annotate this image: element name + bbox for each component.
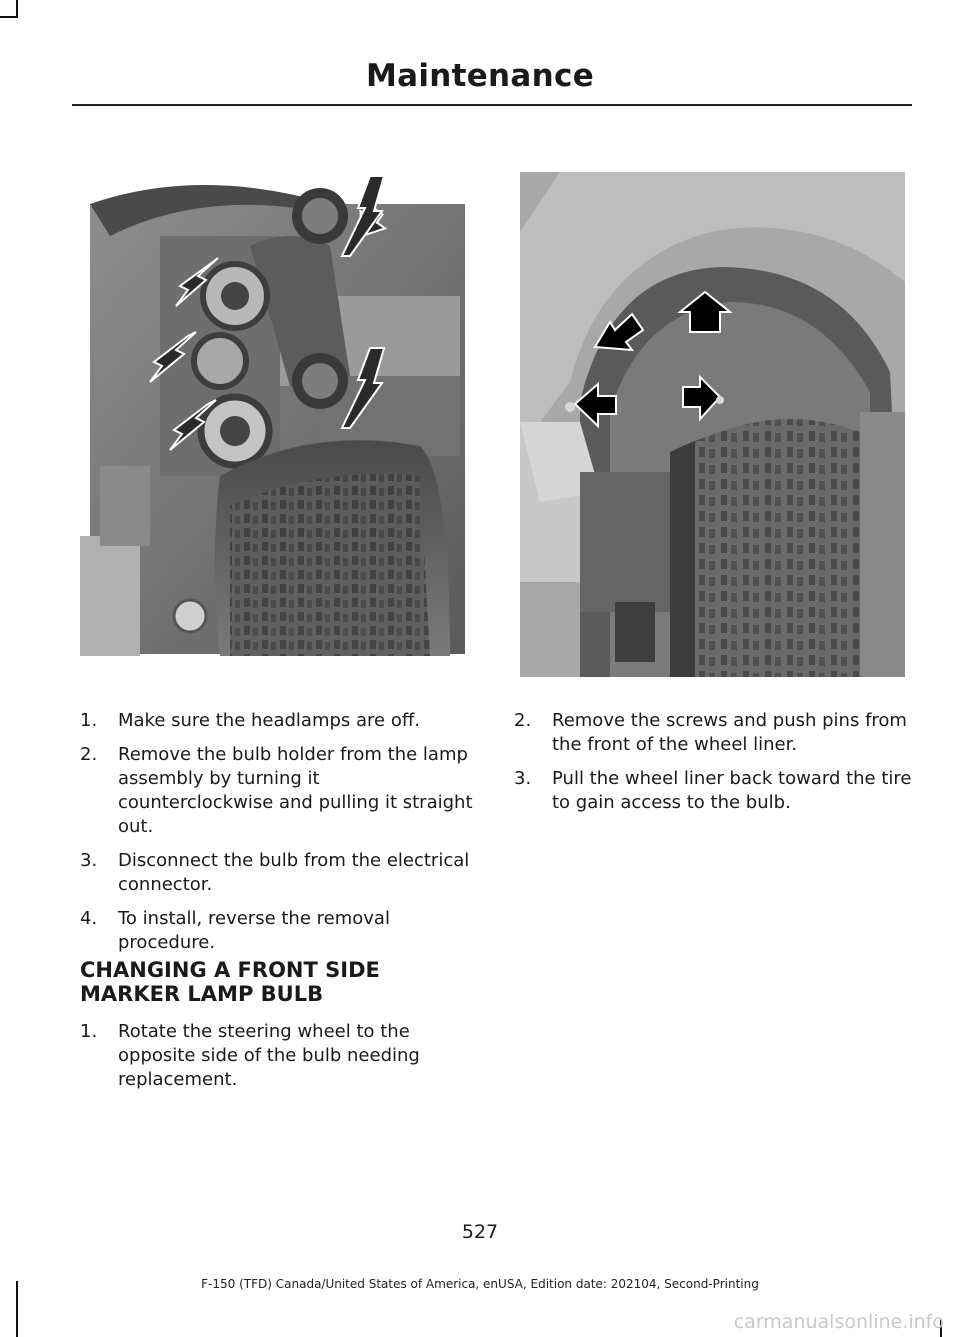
step-text: Disconnect the bulb from the electrical connector. [118, 850, 470, 895]
list-item [506, 767, 916, 815]
step-text: Remove the screws and push pins from the front of the wheel liner. [552, 710, 907, 755]
list-item [72, 743, 480, 839]
wheel-liner-fasteners-illustration [520, 172, 905, 677]
step-text: Pull the wheel liner back toward the tire to gain access to the bulb. [552, 768, 912, 813]
page-title: Maintenance [365, 58, 595, 94]
step-text: Rotate the steering wheel to the opposite side of the bulb needing replacement. [118, 1021, 420, 1090]
watermark: carmanualsonline.info [733, 1311, 944, 1333]
step-number: 3. [514, 768, 532, 789]
step-number: 3. [80, 850, 98, 871]
list-item [72, 1020, 480, 1092]
step-number: 1. [80, 1021, 98, 1042]
step-text: To install, reverse the removal procedure. [118, 908, 390, 953]
list-item [72, 709, 480, 733]
crop-mark [0, 16, 18, 18]
section-heading: CHANGING A FRONT SIDE MARKER LAMP BULB [80, 958, 380, 1006]
step-text: Remove the bulb holder from the lamp assembly by turning it counterclockwise and pulling it straight out. [118, 744, 473, 837]
list-item [72, 849, 480, 897]
headlamp-bulb-holder-illustration [80, 176, 480, 656]
section-steps-list [72, 1020, 480, 1102]
page-number: 527 [461, 1221, 499, 1243]
left-steps-list [72, 709, 480, 965]
right-steps-list [506, 709, 916, 825]
step-text: Make sure the headlamps are off. [118, 710, 420, 731]
step-number: 1. [80, 710, 98, 731]
step-number: 2. [80, 744, 98, 765]
header-divider [72, 104, 912, 106]
edition-footer: F-150 (TFD) Canada/United States of America, enUSA, Edition date: 202104, Second-Printing [201, 1277, 759, 1291]
step-number: 4. [80, 908, 98, 929]
step-number: 2. [514, 710, 532, 731]
list-item [506, 709, 916, 757]
list-item [72, 907, 480, 955]
